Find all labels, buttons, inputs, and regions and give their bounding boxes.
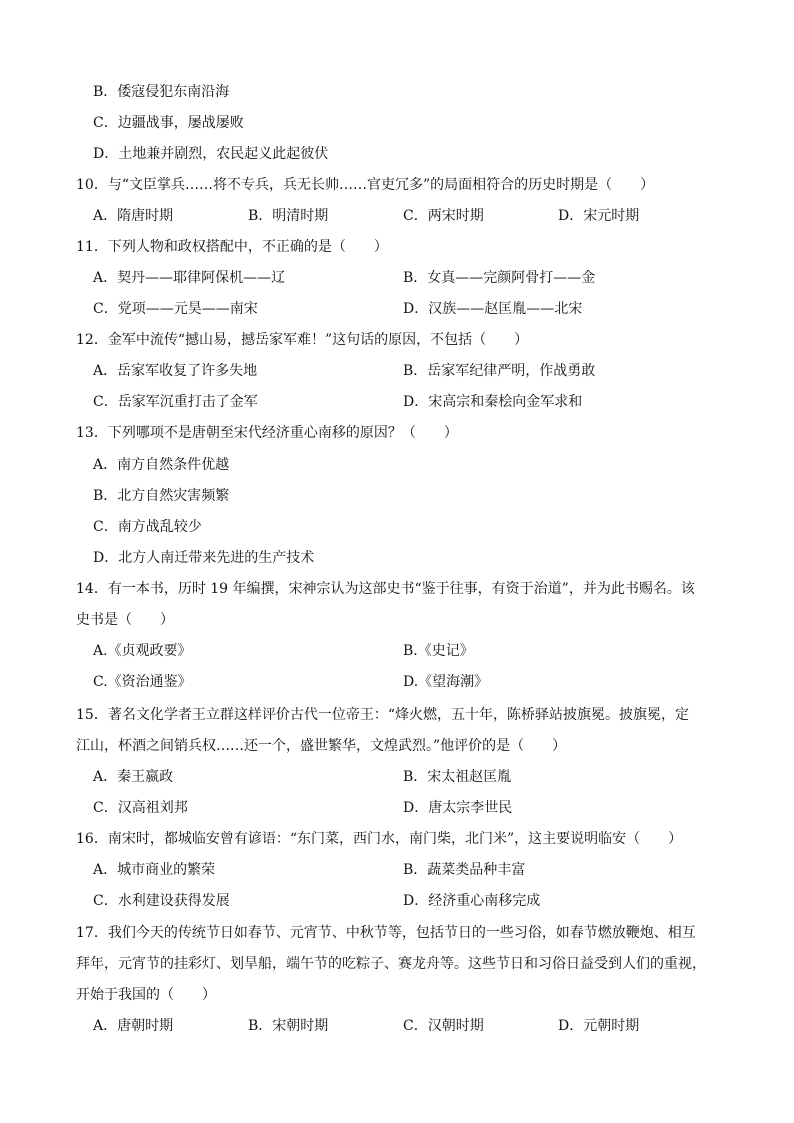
q10-option-d: D．宋元时期	[558, 208, 640, 224]
q17-stem-line-3: 开始于我国的（ ）	[76, 987, 216, 1003]
q13-option-c: C．南方战乱较少	[93, 519, 202, 535]
q14-option-c: C.《资治通鉴》	[93, 674, 192, 690]
q16-option-a: A．城市商业的繁荣	[93, 862, 216, 878]
q14-option-a: A.《贞观政要》	[93, 643, 192, 659]
q9-option-b: B．倭寇侵犯东南沿海	[93, 84, 230, 100]
q17-option-d: D．元朝时期	[558, 1018, 640, 1034]
q11-option-c: C．党项——元昊——南宋	[93, 301, 258, 317]
q12-option-c: C．岳家军沉重打击了金军	[93, 394, 258, 410]
q10-option-a: A．隋唐时期	[93, 208, 174, 224]
q15-stem-line-2: 江山，杯酒之间销兵权……还一个，盛世繁华，文煌武烈。”他评价的是（ ）	[76, 738, 567, 754]
q14-stem-line-1: 14．有一本书，历时 19 年编撰，宋神宗认为这部史书“鉴于往事，有资于治道”，并为此书赐名。该	[76, 581, 695, 597]
q14-option-b: B.《史记》	[403, 643, 474, 659]
q12-option-b: B．岳家军纪律严明，作战勇敢	[403, 363, 596, 379]
q14-option-d: D.《望海潮》	[403, 674, 489, 690]
q17-option-a: A．唐朝时期	[93, 1018, 174, 1034]
q12-stem: 12．金军中流传“撼山易，撼岳家军难！”这句话的原因，不包括（ ）	[76, 332, 529, 348]
q10-option-c: C．两宋时期	[403, 208, 484, 224]
q12-option-d: D．宋高宗和秦桧向金军求和	[403, 394, 583, 410]
q11-option-b: B．女真——完颜阿骨打——金	[403, 270, 596, 286]
q17-stem-line-2: 拜年，元宵节的挂彩灯、划旱船，端午节的吃粽子、赛龙舟等。这些节日和习俗日益受到人们的重视，	[76, 956, 706, 972]
q13-option-d: D．北方人南迁带来先进的生产技术	[93, 550, 315, 566]
q15-option-a: A．秦王嬴政	[93, 769, 174, 785]
q16-option-b: B．蔬菜类品种丰富	[403, 862, 526, 878]
q14-stem-line-2: 史书是（ ）	[76, 612, 174, 628]
q13-option-b: B．北方自然灾害频繁	[93, 488, 230, 504]
q13-stem: 13．下列哪项不是唐朝至宋代经济重心南移的原因？（ ）	[76, 425, 458, 441]
q9-option-c: C．边疆战事，屡战屡败	[93, 115, 244, 131]
q9-option-d: D．土地兼并剧烈，农民起义此起彼伏	[93, 146, 329, 162]
q11-option-a: A．契丹——耶律阿保机——辽	[93, 270, 286, 286]
q16-option-d: D．经济重心南移完成	[403, 893, 541, 909]
q15-stem-line-1: 15．著名文化学者王立群这样评价古代一位帝王：“烽火燃，五十年，陈桥驿站披旗冕。披旗冕，定	[76, 707, 689, 723]
q17-option-c: C．汉朝时期	[403, 1018, 484, 1034]
q11-option-d: D．汉族——赵匡胤——北宋	[403, 301, 583, 317]
q10-stem: 10．与“文臣掌兵……将不专兵，兵无长帅……官吏冗多”的局面相符合的历史时期是（ ）	[76, 177, 655, 193]
q17-option-b: B．宋朝时期	[248, 1018, 329, 1034]
q17-stem-line-1: 17．我们今天的传统节日如春节、元宵节、中秋节等，包括节日的一些习俗，如春节燃放鞭炮、相互	[76, 925, 696, 941]
q15-option-c: C．汉高祖刘邦	[93, 800, 188, 816]
q10-option-b: B．明清时期	[248, 208, 329, 224]
q11-stem: 11．下列人物和政权搭配中，不正确的是（ ）	[76, 239, 388, 255]
q16-option-c: C．水利建设获得发展	[93, 893, 230, 909]
q13-option-a: A．南方自然条件优越	[93, 457, 230, 473]
q15-option-b: B．宋太祖赵匡胤	[403, 769, 512, 785]
q15-option-d: D．唐太宗李世民	[403, 800, 513, 816]
q16-stem: 16．南宋时，都城临安曾有谚语：“东门菜，西门水，南门柴，北门米”，这主要说明临安（ ）	[76, 831, 683, 847]
q12-option-a: A．岳家军收复了许多失地	[93, 363, 258, 379]
